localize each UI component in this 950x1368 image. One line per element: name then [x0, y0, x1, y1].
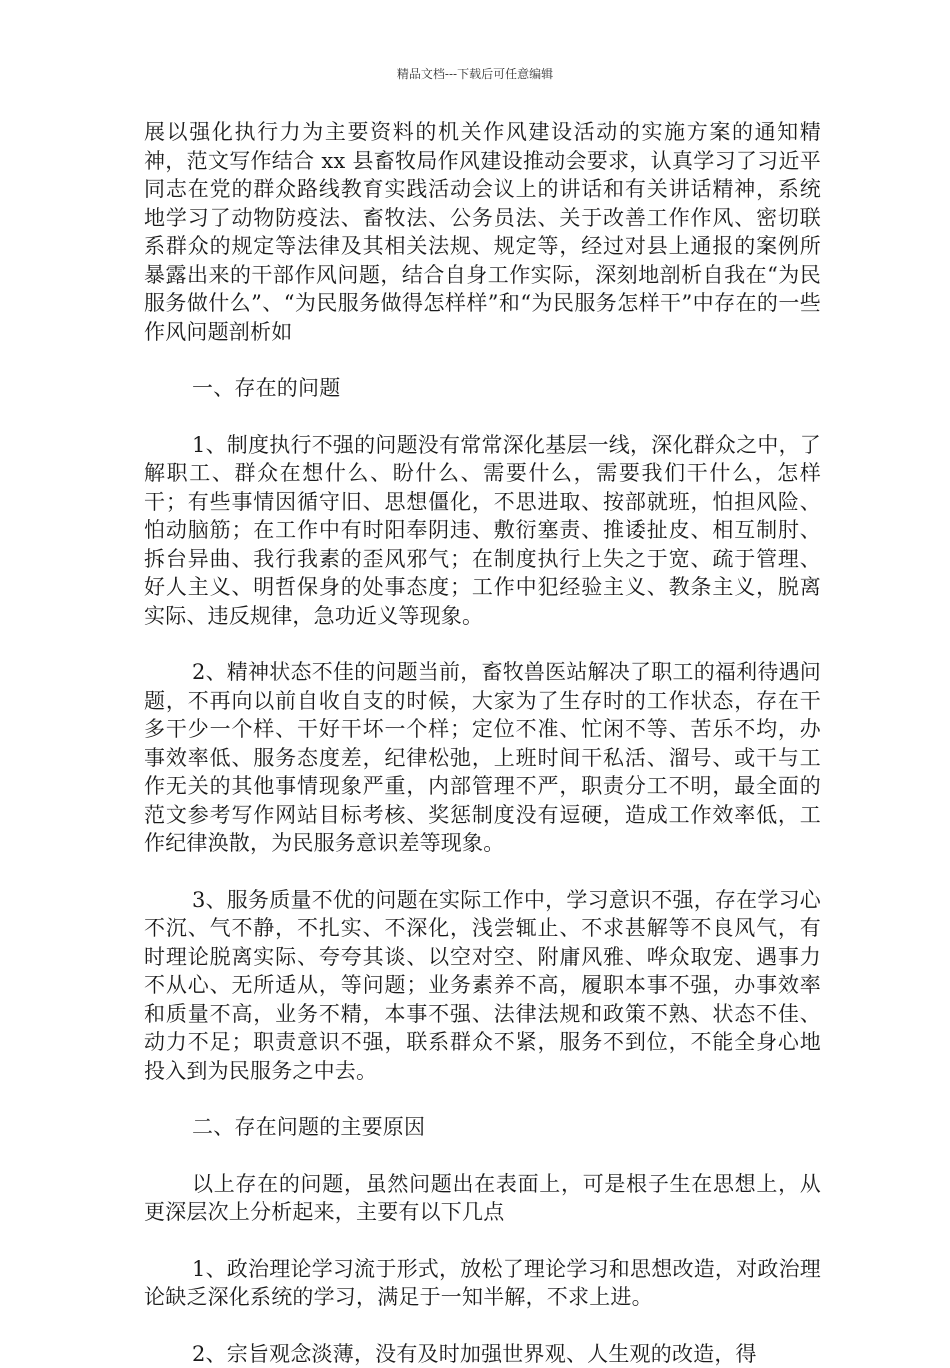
section-heading-problems: 一、存在的问题: [144, 374, 821, 403]
paragraph-problem-1: 1、制度执行不强的问题没有常常深化基层一线，深化群众之中，了解职工、群众在想什么、盼什么、需要什么，需要我们干什么，怎样干；有些事情因循守旧、思想僵化，不思进取、按部就班，怕担风险、怕动脑筋；在工作中有时阳奉阴违、敷衍塞责、推诿扯皮、相互制肘、拆台异曲、我行我素的歪风邪气；在制度执行上失之于宽、疏于管理、好人主义、明哲保身的处事态度；工作中犯经验主义、教条主义，脱离实际、违反规律，急功近义等现象。: [144, 431, 821, 631]
paragraph-cause-2: 2、宗旨观念淡薄，没有及时加强世界观、人生观的改造，得: [144, 1340, 821, 1368]
paragraph-cause-intro: 以上存在的问题，虽然问题出在表面上，可是根子生在思想上，从更深层次上分析起来，主要有以下几点: [144, 1170, 821, 1227]
document-body: [144, 118, 821, 1368]
paragraph-cause-1: 1、政治理论学习流于形式，放松了理论学习和思想改造，对政治理论缺乏深化系统的学习，满足于一知半解，不求上进。: [144, 1255, 821, 1312]
page-header: 精品文档---下载后可任意编辑: [0, 66, 950, 82]
paragraph-problem-2: 2、精神状态不佳的问题当前，畜牧兽医站解决了职工的福利待遇问题，不再向以前自收自支的时候，大家为了生存时的工作状态，存在干多干少一个样、干好干坏一个样；定位不准、忙闲不等、苦乐不均，办事效率低、服务态度差，纪律松弛，上班时间干私活、溜号、或干与工作无关的其他事情现象严重，内部管理不严，职责分工不明，最全面的范文参考写作网站目标考核、奖惩制度没有逗硬，造成工作效率低，工作纪律涣散，为民服务意识差等现象。: [144, 658, 821, 858]
paragraph-problem-3: 3、服务质量不优的问题在实际工作中，学习意识不强，存在学习心不沉、气不静，不扎实、不深化，浅尝辄止、不求甚解等不良风气，有时理论脱离实际、夸夸其谈、以空对空、附庸风雅、哗众取宠、遇事力不从心、无所适从，等问题；业务素养不高，履职本事不强，办事效率和质量不高，业务不精，本事不强、法律法规和政策不熟、状态不佳、动力不足；职责意识不强，联系群众不紧，服务不到位，不能全身心地投入到为民服务之中去。: [144, 886, 821, 1086]
section-heading-causes: 二、存在问题的主要原因: [144, 1113, 821, 1142]
paragraph-intro: 展以强化执行力为主要资料的机关作风建设活动的实施方案的通知精神，范文写作结合 xx 县畜牧局作风建设推动会要求，认真学习了习近平同志在党的群众路线教育实践活动会议上的讲话和有关讲话精神，系统地学习了动物防疫法、畜牧法、公务员法、关于改善工作作风、密切联系群众的规定等法律及其相关法规、规定等，经过对县上通报的案例所暴露出来的干部作风问题，结合自身工作实际，深刻地剖析自我在“为民服务做什么”、“为民服务做得怎样样”和“为民服务怎样干”中存在的一些作风问题剖析如: [144, 118, 821, 346]
